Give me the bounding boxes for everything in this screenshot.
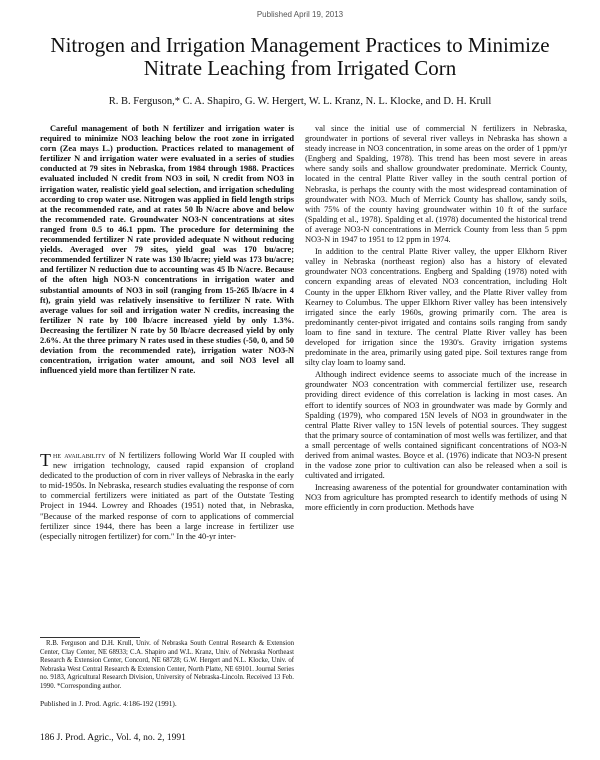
intro-paragraph [40,451,294,542]
intro-smallcaps: he availability [53,451,106,460]
page-footer: 186 J. Prod. Agric., Vol. 4, no. 2, 1991 [40,733,186,743]
right-paragraph-4: Increasing awareness of the potential for groundwater contamination with NO3 from agriculture has prompted research to identify methods of using N more efficiently in corn production. Methods have [305,483,567,513]
footnote-text: R.B. Ferguson and D.H. Krull, Univ. of Nebraska South Central Research & Extension Center, Clay Center, NE 68933; C.A. Shapiro and W.L. Kranz, Univ. of Nebraska Northeast Research & Extension Center, Concord, NE 68728; G.W. Hergert and N.L. Klocke, Univ. of Nebraska West Central Research & Extension Center, North Platte, NE 69101. Journal Series no. 9183, Agricultural Research Division, University of Nebraska-Lincoln. Received 13 Feb. 1990. *Corresponding author. [40,640,294,690]
abstract-text: Careful management of both N fertilizer and irrigation water is required to minimize NO3 leaching below the root zone in irrigated corn (Zea mays L.) production. Practices related to management of fertilizer N and irrigation water were evaluated in a series of studies conducted at 79 sites in Nebraska, from 1984 through 1988. Practices evaluated included N credit from NO3 in soil, N credit from NO3 in irrigation water, realistic yield goal selection, and irrigation scheduling according to crop water use. Nitrogen was applied in field length strips at the recommended rate, and at rates 50 lb N/acre above and below the recommended rate. Groundwater NO3-N concentrations at sites ranged from 0.5 to 46.1 ppm. The procedure for determining the recommended fertilizer N rate provided adequate N without reducing yields. Averaged over 79 sites, yield goal was 170 bu/acre; recommended fertilizer N rate was 130 lb/acre; yield was 173 bu/acre; and fertilizer N reduction due to accounting was 45 lb N/acre. Because of the often high NO3-N concentrations in irrigation water and substantial amounts of NO3 in soil (ranging from 15-265 lb/acre in 4 ft), grain yield was relatively insensitive to fertilizer N rate. With average values for soil and irrigation water N credits, increasing the fertilizer N rate by 100 lb/acre increased yield by only 1.3%. Decreasing the fertilizer N rate by 50 lb/acre decreased yield by only 2.6%. At the three primary N rates used in these studies (-50, 0, and 50 deviation from the recommended rate), irrigation water NO3-N concentration, irrigation water amount, and soil NO3 level all influenced yield more than fertilizer N rate. [40,124,294,376]
right-paragraph-3: Although indirect evidence seems to associate much of the increase in groundwater NO3 concentration with commercial fertilizer use, research providing direct evidence of this correlation is lacking in most cases. An effort to identify sources of NO3 in groundwater was made by Gormly and Spalding (1979), who compared 15N levels of NO3 in groundwater in the central Platte River valley to 15N levels of potential sources. They suggest that the primary source of contamination of most wells was fertilizer, and that a small percentage of wells contained significant concentrations of NO3-N derived from animal wastes. Boyce et al. (1976) indicate that NO3-N present in the vadose zone prior to cultivation can also be released when a soil is cultivated and irrigated. [305,370,567,481]
right-column [305,124,567,514]
author-list: R. B. Ferguson,* C. A. Shapiro, G. W. Hergert, W. L. Kranz, N. L. Klocke, and D. H. Krull [108,96,492,107]
affiliation-footnote [40,640,294,691]
introduction [40,451,294,542]
article-title: Nitrogen and Irrigation Management Practices to Minimize Nitrate Leaching from Irrigated Corn [50,33,550,80]
intro-text: of N fertilizers following World War II coupled with new irrigation technology, caused rapid expansion of cropland dedicated to the production of corn in river valleys of Nebraska in the early to mid-1950s. In Nebraska, research studies evaluating the response of corn to commercial fertilizers were initiated as part of the Outstate Testing Project in 1944. Lowrey and Rhoades (1951) noted that, in Nebraska, "Because of the marked response of corn to applications of commercial fertilizer since 1944, there has been a large increase in fertilizer use (especially nitrogen fertilizer) for corn." In the 40-yr inter- [40,451,294,541]
abstract [40,124,294,376]
right-paragraph-1: val since the initial use of commercial N fertilizers in Nebraska, groundwater in portions of several river valleys in Nebraska has shown a steady increase in NO3 concentration, in some areas on the order of 1 ppm/yr (Engberg and Spalding, 1978). This trend has been most severe in areas where sandy soils and shallow groundwater predominate. Merrick County, located in the central Platte River valley in the south central portion of Nebraska, is perhaps the county with the most widespread contamination of groundwater with NO3. Much of Merrick County has shallow, sandy soils, with 75% of the county having groundwater within 10 ft of the surface (Spalding et al., 1978). Spalding et al. (1978) documented the historical trend of average NO3-N concentrations in Merrick County from less than 5 ppm NO3-N in 1947 to 1951 to 12 ppm in 1974. [305,124,567,245]
published-date: Published April 19, 2013 [256,10,344,19]
right-paragraph-2: In addition to the central Platte River valley, the upper Elkhorn River valley in Nebraska (northeast region) also has a history of elevated groundwater NO3 concentrations. Engberg and Spalding (1978) noted with concern expanding areas of elevated NO3 concentration, including Holt County in the upper Elkhorn River valley, and the Platte River valley from Kearney to Columbus. The upper Elkhorn River valley has been intensively irrigated since the early 1960s, growing primarily corn. The area is predominantly center-pivot irrigated and contains soils ranging from sandy loam to fine sand in texture. The central Platte River valley has been developed for irrigation since the 1930's. Gravity irrigation systems predominate in the area, primarily using gated pipe. Soil textures range from silty clay loam to loamy sand. [305,247,567,368]
citation-line: Published in J. Prod. Agric. 4:186-192 (1991). [40,699,177,708]
drop-cap: T [40,450,51,470]
footnote-rule [40,637,140,638]
